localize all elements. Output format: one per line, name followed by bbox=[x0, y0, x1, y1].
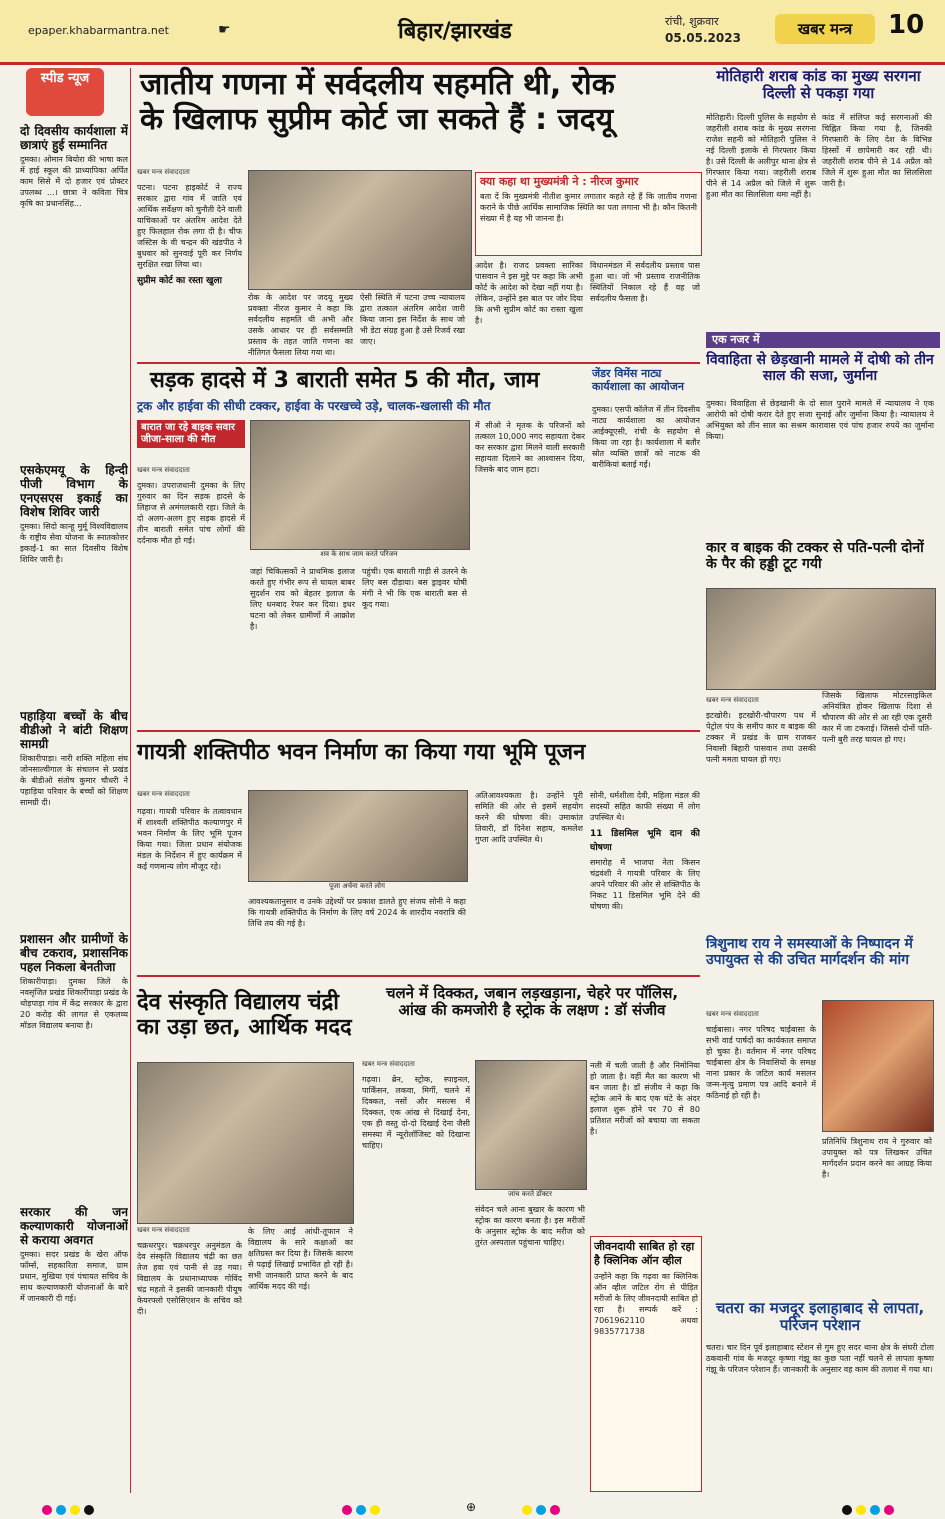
trishunath-body2: प्रतिनिधि त्रिशुनाथ राय ने गुरुवार को उपायुक्त को पत्र लिखकर उचित मार्गदर्शन प्रदान करने का आग्रह किया है। bbox=[822, 1137, 932, 1179]
stroke-byline: खबर मन्त्र संवाददाता bbox=[362, 1060, 415, 1068]
trishunath-photo bbox=[822, 1000, 934, 1132]
stroke-caption: जांच करते डॉक्टर bbox=[508, 1190, 552, 1198]
gender-headline: जेंडर विमेंस नाट्य कार्यशाला का आयोजन bbox=[592, 367, 685, 393]
gayatri-byline: खबर मन्त्र संवाददाता bbox=[137, 790, 190, 798]
stroke-headline-line2: आंख की कमजोरी है स्ट्रोक के लक्षण : डॉ संजीव bbox=[398, 1001, 666, 1020]
lead-col2: रोक के आदेश पर जदयू मुख्य प्रवक्ता नीरज कुमार ने कहा कि सर्वदलीय सहमति थी अभी और उसके आधार पर ही सर्वसम्मति प्रस्ताव के तहत जाति गणना का नीतिगत फैसला लिया गया था। bbox=[248, 293, 353, 357]
sadak-body: दुमका। उपराजधानी दुमका के लिए गुरुवार का दिन सड़क हादसे के लिहाज से अमंगलकारी रहा। जिले के दो अलग-अलग हुए सड़क हादसे में तीन बाराती समेत पांच लोगों की दर्दनाक मौत हो गई। bbox=[137, 481, 245, 545]
gayatri-col4 bbox=[590, 790, 700, 966]
crosshair-icon: ⊕ bbox=[466, 1500, 477, 1514]
gayatri-col2: आवश्यकतानुसार व उनके उद्देश्यों पर प्रकाश डालते हुए संजय सोनी ने कहा कि गायत्री शक्तिपीठ के निर्माण के लिए वर्ष 2024 के शारदीय नवरात्रि की तिथि तय की गई है। bbox=[248, 897, 466, 928]
dev-col2: के लिए आई आंधी-तूफान ने विद्यालय के सारे कक्षाओं का क्षतिग्रस्त कर दिया है। जिसके कारण से पढ़ाई लिखाई प्रभावित हो रही है। सभी जानकारी प्राप्त करने के बाद आर्थिक मदद की गई। bbox=[248, 1227, 353, 1291]
dateline bbox=[665, 14, 741, 46]
lead-headline-line2: के खिलाफ सुप्रीम कोर्ट जा सकते हैं : जदयू bbox=[140, 101, 614, 137]
sidebar-body: दुमका। सिदो कान्हू मुर्मू विश्वविद्यालय के राष्ट्रीय सेवा योजना के स्नातकोत्तर इकाई-1 का सात दिवसीय विशेष शिविर जारी है। bbox=[20, 522, 128, 564]
gayatri-col4-text: सोनी, धर्मशीला देवी, महिला मंडल की सदस्यों सहित काफी संख्या में लोग उपस्थित थे। bbox=[590, 791, 700, 822]
trishunath-byline: खबर मन्त्र संवाददाता bbox=[706, 1010, 759, 1018]
dev-photo bbox=[137, 1062, 354, 1224]
sadak-byline: खबर मन्त्र संवाददाता bbox=[137, 466, 190, 474]
gayatri-col3: अतिआवश्यकता है। उन्होंने पूरी समिति की ओर से इसमें सहयोग करने की घोषणा की। उमाकांत तिवारी, डॉ दिनेश सहाय, कमलेश गुप्ता आदि उपस्थित थे। bbox=[475, 791, 583, 844]
carbike-byline: खबर मन्त्र संवाददाता bbox=[706, 696, 759, 704]
carbike-body2: जिसके खिलाफ मोटरसाइकिल अनियंत्रित होकर खिलाफ दिशा से चौपारण की ओर से आ रही एक दूसरी कार में जा टकराई। जिससे दोनों पति-पत्नी बुरी तरह घायल हो गए। bbox=[822, 691, 932, 744]
sidebar-headline: प्रशासन और ग्रामीणों के बीच टकराव, प्रशासनिक पहल निकला बेनतीजा bbox=[20, 932, 128, 974]
sidebar-spacer bbox=[20, 808, 128, 928]
sidebar-spacer bbox=[20, 1031, 128, 1201]
trishunath-headline: त्रिशुनाथ राय ने समस्याओं के निष्पादन में उपायुक्त से की उचित मार्गदर्शन की मांग bbox=[706, 936, 913, 969]
color-dots-right bbox=[840, 1500, 896, 1519]
section-rule bbox=[137, 730, 700, 732]
motihari-body2: कांड में संलिप्त कई सरगनाओं की चिह्नित किया गया है, जिनकी गिरफ्तारी के लिए देश के विभिन्न हिस्सों में छापेमारी कर रही थी। जहरीली शराब पीने से 14 अप्रैल को जिले में शुरू हुआ मौत का सिलसिला जारी है। bbox=[822, 113, 932, 188]
stroke-col3: नली में चली जाती है और निमोनिया हो जाता है। वहीं मैत का कारण भी बन जाता है। डॉ संजीव ने कहा कि स्ट्रोक आने के बाद एक घंटे के अंदर इलाज शुरू होने पर 70 से 80 प्रतिशत मरीजों को बचाया जा सकता है। bbox=[590, 1061, 700, 1136]
sadak-col3: पहुंची। एक बाराती गाड़ी से उतरने के लिए बस दौड़ाया। बस ड्राइवर घोषी मंगी ने भी कि एक बाराती बस से कूद गया। bbox=[362, 567, 467, 609]
ek-nazar-tag: एक नजर में bbox=[706, 332, 940, 348]
sidebar-body: दुमका। ओमान बियोरा की भाषा कल में हाई स्कूल की प्राध्यापिका अर्पित काम सिसे में दो हजार एवं प्रोक्टर उपलब्ध ...। छात्रा ने कविता चित्र कृषि का प्रधानसिंह... bbox=[20, 155, 128, 208]
sadak-col4: में सीओ ने मृतक के परिजनों को तत्काल 10,000 नगद सहायता देकर कर सरकार द्वारा मिलने वाली सरकारी सहायता दिलाने का आश्वासन दिया, जिसके बाद जाम हटा। bbox=[475, 421, 585, 474]
sidebar-filler bbox=[20, 209, 128, 459]
chatra-body: चतरा। चार दिन पूर्व इलाहाबाद स्टेशन से गुम हुए सदर थाना क्षेत्र के संघरी टोला ठकवानी गांव के मजदूर कृष्णा गंझू का कुछ पता नहीं चलने से लापता कृष्णा गंझू के परिजन परेशान हैं। जानकारी के अनुसार वह काम की तलाश में गया था। bbox=[706, 1343, 934, 1374]
clinic-title: जीवनदायी साबित हो रहा है क्लिनिक ऑन व्हील bbox=[594, 1240, 695, 1267]
motihari-body: मोतिहारी। दिल्ली पुलिस के सहयोग से जहरीली शराब कांड के मुख्य सरगना राजेश सहनी को मोतिहारी पुलिस ने नई दिल्ली इलाके से गिरफ्तार किया है। उसे दिल्ली के अलीपुर थाना क्षेत्र से गिरफ्तार किया गया। जहरीली शराब पीने से 14 अप्रैल को जिले में शुरू हुआ मौत का सिलसिला थमा नहीं है। bbox=[706, 113, 816, 199]
motihari-headline: मोतिहारी शराब कांड का मुख्य सरगना दिल्ली से पकड़ा गया bbox=[716, 67, 921, 103]
clinic-body: उन्होंने कहा कि गढ़वा का क्लिनिक ऑन व्हील जटिल रोग से पीड़ित मरीजों के लिए जीवनदायी साबित हो रहा है। सम्पर्क करें : 7061962110 अथवा 9835771738 bbox=[594, 1272, 698, 1336]
sidebar-headline: पहाड़िया बच्चों के बीच वीडीओ ने बांटी शिक्षण सामग्री bbox=[20, 709, 128, 751]
site-url[interactable]: epaper.khabarmantra.net bbox=[28, 24, 169, 37]
gayatri-headline: गायत्री शक्तिपीठ भवन निर्माण का किया गया भूमि पूजन bbox=[137, 740, 586, 765]
sidebar-body: शिकारीपाड़ा। नारी शक्ति महिला संघ जोनसाल्वीगाल के संचालन से प्रखंड के बीडीओ संतोष कुमार चौधरी ने पहाड़िया परिवार के बच्चों को शिक्षण सामग्री दी। bbox=[20, 754, 128, 807]
vivahita-headline: विवाहिता से छेड़खानी मामले में दोषी को तीन साल की सजा, जुर्माना bbox=[706, 352, 934, 385]
color-dots-center-right bbox=[520, 1500, 562, 1519]
carbike-headline: कार व बाइक की टक्कर से पति-पत्नी दोनों के पैर की हड्डी टूट गयी bbox=[706, 540, 924, 573]
sadak-tag: बारात जा रहे बाइक सवार जीजा-साला की मौत bbox=[137, 420, 245, 448]
lead-col5: विधानमंडल में सर्वदलीय प्रस्ताव पास हुआ था। जो भी प्रस्ताव राजनीतिक स्थितियों निकाल रहे हैं वह जो सर्वदलीय फैसला है। bbox=[590, 261, 700, 303]
clinic-box bbox=[590, 1236, 702, 1492]
lead-col4: आदेश है। राजद प्रवक्ता सारिका पासवान ने इस मुद्दे पर कहा कि अभी कोर्ट के आदेश को देखा नहीं गया है। लेकिन, उन्होंने इस बात पर जोर दिया कि अभी सुप्रीम कोर्ट का रास्ता खुला है। bbox=[475, 261, 583, 325]
masthead-logo: खबर मन्त्र bbox=[775, 14, 875, 44]
lead-col3: ऐसी स्थिति में पटना उच्च न्यायालय द्वारा तत्काल अंतरिम आदेश जारी किया जाना इस निर्देश के साथ जो भी डेटा संग्रह हुआ है उसे रिजर्व रखा जाए। bbox=[360, 293, 465, 346]
quote-box bbox=[475, 172, 702, 256]
carbike-photo bbox=[706, 588, 936, 690]
trishunath-body: चाईबासा। नगर परिषद चाईबासा के सभी वार्ड पार्षदों का कार्यकाल समाप्त हो चुका है। वर्तमान में नगर परिषद चाईबासा क्षेत्र के निवासियों के समक्ष नाना प्रकार के जटिल कार्य मसलन जन्म-मृत्यु प्रमाण पत्र आदि बनाने में कठिनाई हो रही है। bbox=[706, 1025, 816, 1100]
lead-headline-line1: जातीय गणना में सर्वदलीय सहमति थी, रोक bbox=[140, 67, 615, 102]
lead-byline: खबर मन्त्र संवाददाता bbox=[137, 168, 190, 176]
gayatri-subhead: 11 डिसमिल भूमि दान की घोषणा bbox=[590, 829, 700, 853]
sidebar-body: शिकारीपाड़ा। दुमका जिले के नवसृजित प्रखंड शिकारीपाड़ा प्रखंड के थोड़पाड़ा गांव में केंद्र सरकार के द्वारा 20 करोड़ की लागत से एकलव्य मॉडल विद्यालय बनाया है। bbox=[20, 977, 128, 1030]
stroke-col2: संवेदन चले आना बुखार के कारण भी स्ट्रोक का कारण बनता है। इस मरीजों के अनुसार स्ट्रोक के बाद मरीज को तुरंत अस्पताल पहुंचाना चाहिए। bbox=[475, 1205, 585, 1247]
quote-title: क्या कहा था मुख्यमंत्री ने : नीरज कुमार bbox=[480, 175, 639, 188]
lead-photo bbox=[248, 170, 472, 290]
date: 05.05.2023 bbox=[665, 31, 741, 45]
sidebar bbox=[20, 120, 128, 1500]
chatra-headline: चतरा का मजदूर इलाहाबाद से लापता, परिजन परेशान bbox=[715, 1299, 925, 1335]
sadak-caption: शव के साथ जाम करते परिजन bbox=[320, 550, 398, 558]
dev-byline: खबर मन्त्र संवाददाता bbox=[137, 1226, 190, 1234]
gayatri-photo bbox=[248, 790, 468, 882]
sadak-headline: सड़क हादसे में 3 बाराती समेत 5 की मौत, जाम bbox=[150, 368, 540, 393]
city-day: रांची, शुक्रवार bbox=[665, 15, 719, 28]
lead-body bbox=[137, 182, 242, 342]
registration-marks bbox=[0, 1500, 945, 1514]
speed-news-logo: स्पीड न्यूज bbox=[26, 68, 104, 116]
stroke-body: गढ़वा। ब्रेन, स्ट्रोक, स्पाइनल, पार्किंसन, लकवा, मिर्गी, चलने में दिक्कत, नसों और मसल्स में दिक्कत, एक आंख से दिखाई देना, एक ही वस्तु दो-दो दिखाई देना जैसी समस्या में न्यूरोलॉजिस्ट को दिखाना चाहिए। bbox=[362, 1075, 470, 1150]
gender-body: दुमका। एसपी कॉलेज में तीन दिवसीय नाट्य कार्यशाला का आयोजन आईक्यूएसी, रांची के सहयोग से किया जा रहा है। कार्यशाला में बतौर स्रोत व्यक्ति छात्रों को नाटक की बारीकियां बताई गईं। bbox=[592, 405, 700, 469]
column-rule bbox=[130, 68, 131, 1493]
sidebar-spacer bbox=[20, 565, 128, 705]
stroke-photo bbox=[475, 1060, 587, 1190]
lead-text: पटना। पटना हाइकोर्ट ने राज्य सरकार द्वारा गांव में जाति एवं आर्थिक सर्वेक्षण को चुनौती देने वाली याचिकाओं पर अंतरिम आदेश देते हुए फिलहाल रोक लगा दी है। चीफ जस्टिस के वी चन्द्रन की खंडपीठ ने बुधवार को सुनवाई पूरी कर निर्णय सुरक्षित रखा लिया था। bbox=[137, 183, 242, 269]
sidebar-headline: सरकार की जन कल्याणकारी योजनाओं से कराया अवगत bbox=[20, 1205, 128, 1247]
gayatri-col4b: समारोह में भाजपा नेता किसन चंद्रवंशी ने गायत्री परिवार के लिए अपने परिवार की ओर से शक्तिपीठ के निकट 11 डिसमिल भूमि देने की घोषणा की। bbox=[590, 858, 700, 911]
color-dots-center-left bbox=[340, 1500, 382, 1519]
sadak-photo bbox=[250, 420, 470, 550]
gayatri-caption: पूजा अर्चना करते लोग bbox=[329, 882, 385, 890]
lead-subhead: सुप्रीम कोर्ट का रस्ता खुला bbox=[137, 276, 222, 286]
gayatri-body: गढ़वा। गायत्री परिवार के तत्वावधान में शाश्वती शक्तिपीठ कल्याणपुर में भवन निर्माण के लिए भूमि पूजन किया गया। जिला प्रधान संयोजक मंडल के निर्देशन में हुए कार्यक्रम में कई गणमान्य लोग मौजूद रहे। bbox=[137, 807, 242, 871]
page-number: 10 bbox=[888, 10, 925, 40]
lead-headline bbox=[140, 68, 700, 137]
section-rule bbox=[137, 362, 700, 364]
quote-body: बता दें कि मुख्यमंत्री नीतीश कुमार लगातार कहते रहे हैं कि जातीय गणना कराने के पीछे आर्थिक सामाजिक स्थिति का पता लगाना भी है। कौन कितनी संख्या में है यह भी जानना है। bbox=[480, 192, 697, 223]
section-rule bbox=[137, 975, 700, 977]
sidebar-headline: एसकेएमयू के हिन्दी पीजी विभाग के एनएसएस इकाई का विशेष शिविर जारी bbox=[20, 463, 128, 519]
stroke-headline bbox=[362, 985, 702, 1020]
sadak-subhead: ट्रक और हाईवा की सीधी टक्कर, हाईवा के परखच्चे उड़े, चालक-खलासी की मौत bbox=[137, 399, 491, 413]
color-dots-left bbox=[40, 1500, 96, 1519]
pointer-icon: ☛ bbox=[218, 22, 231, 38]
sadak-col2: जहां चिकित्सकों ने प्राथमिक इलाज करते हुए गंभीर रूप से घायल बाबर सुदर्शन राय को बेहतर इलाज के लिए धनबाद रेफर कर दिया। इधर घटना को लेकर ग्रामीणों में आक्रोश है। bbox=[250, 567, 355, 631]
vivahita-body: दुमका। विवाहिता से छेड़खानी के दो साल पुराने मामले में न्यायालय ने एक आरोपी को दोषी करार देते हुए सजा सुनाई और जुर्माना किया है। न्यायालय ने अभियुक्त को तीन साल का सश्रम कारावास एवं पांच हजार रुपये का जुर्माना किया। bbox=[706, 399, 934, 441]
dev-headline: देव संस्कृति विद्यालय चंद्री का उड़ा छत, आर्थिक मदद bbox=[137, 990, 352, 1041]
carbike-body: इटखोरी। इटखोरी-चौपारण पथ में पेट्रोल पंप के समीप कार व बाइक की टक्कर में प्रखंड के ग्राम राजकर निवासी बिहारी पासवान तथा उसकी पत्नी ममता घायल हो गए। bbox=[706, 711, 816, 764]
section-title: बिहार/झारखंड bbox=[398, 19, 512, 44]
stroke-headline-line1: चलने में दिक्कत, जबान लड़खड़ाना, चेहरे पर पॉलिस, bbox=[385, 984, 679, 1002]
sidebar-body: दुमका। सदर प्रखंड के खेरा ऑफ फॉर्म्स, सहकारिता समाज, ग्राम प्रधान, मुखिया एवं पंचायत सचिव के साथ कल्याणकारी योजनाओं के बारे में जानकारी दी गई। bbox=[20, 1250, 128, 1303]
sidebar-headline: दो दिवसीय कार्यशाला में छात्राएं हुई सम्मानित bbox=[20, 124, 128, 152]
dev-body: चक्रधरपुर। चक्रधरपुर अनुमंडल के देव संस्कृति विद्यालय चंद्री का छत तेज हवा एवं पानी से उड़ गया। विद्यालय के प्रधानाध्यापक गोविंद चंद्र महतो ने इसकी जानकारी पीयूष केयरफ्लो एसोसिएशन के सचिव को दी। bbox=[137, 1241, 242, 1316]
